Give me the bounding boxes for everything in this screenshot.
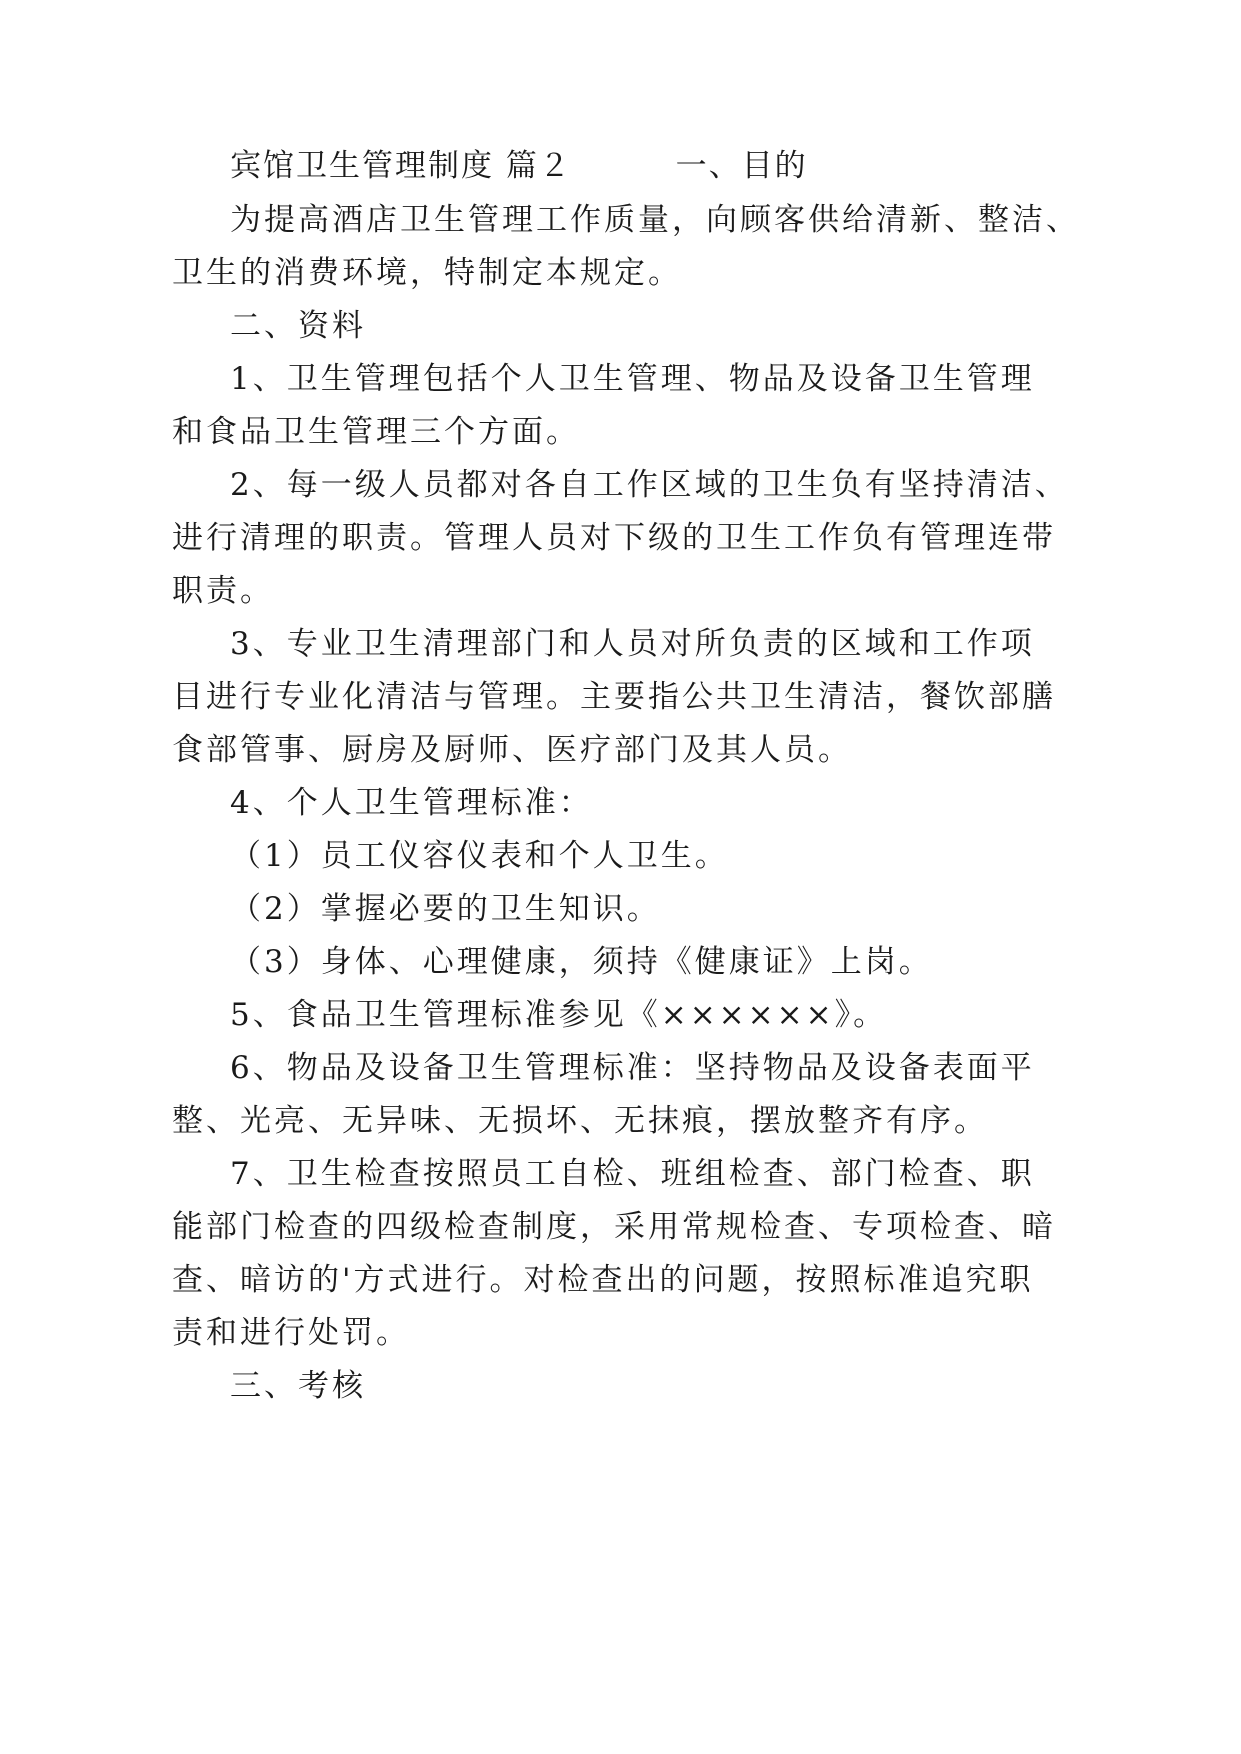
paragraph-line: 和食品卫生管理三个方面。 xyxy=(172,414,580,450)
paragraph-line: 5、食品卫生管理标准参见《××××××》。 xyxy=(230,997,888,1033)
paragraph-line: 3、专业卫生清理部门和人员对所负责的区域和工作项 xyxy=(230,626,1035,662)
paragraph-line: 责和进行处罚。 xyxy=(172,1315,410,1351)
paragraph-line: 能部门检查的四级检查制度，采用常规检查、专项检查、暗 xyxy=(172,1209,1056,1245)
paragraph-line: 1、卫生管理包括个人卫生管理、物品及设备卫生管理 xyxy=(230,361,1035,397)
list-item: （1）员工仪容仪表和个人卫生。 xyxy=(230,838,729,874)
paragraph-line: 6、物品及设备卫生管理标准：坚持物品及设备表面平 xyxy=(230,1050,1035,1086)
paragraph-line: 4、个人卫生管理标准： xyxy=(230,785,593,821)
section-heading-content: 二、资料 xyxy=(230,308,366,344)
section-heading-purpose: 一、目的 xyxy=(675,148,808,184)
document-title-line xyxy=(230,146,808,186)
paragraph-line: 目进行专业化清洁与管理。主要指公共卫生清洁，餐饮部膳 xyxy=(172,679,1056,715)
paragraph-line: 食部管事、厨房及厨师、医疗部门及其人员。 xyxy=(172,732,852,768)
paragraph-line: 2、每一级人员都对各自工作区域的卫生负有坚持清洁、 xyxy=(230,467,1069,503)
paragraph-line: 为提高酒店卫生管理工作质量，向顾客供给清新、整洁、 xyxy=(230,202,1080,238)
paragraph-line: 查、暗访的'方式进行。对检查出的问题，按照标准追究职 xyxy=(172,1262,1034,1298)
document-title-part: 篇２ xyxy=(505,148,572,184)
list-item: （3）身体、心理健康，须持《健康证》上岗。 xyxy=(230,944,933,980)
list-item: （2）掌握必要的卫生知识。 xyxy=(230,891,661,927)
paragraph-line: 卫生的消费环境，特制定本规定。 xyxy=(172,255,682,291)
paragraph-line: 进行清理的职责。管理人员对下级的卫生工作负有管理连带 xyxy=(172,520,1056,556)
document-title: 宾馆卫生管理制度 xyxy=(230,148,494,184)
paragraph-line: 整、光亮、无异味、无损坏、无抹痕，摆放整齐有序。 xyxy=(172,1103,988,1139)
paragraph-line: 职责。 xyxy=(172,573,274,609)
section-heading-assessment: 三、考核 xyxy=(230,1368,366,1404)
paragraph-line: 7、卫生检查按照员工自检、班组检查、部门检查、职 xyxy=(230,1156,1035,1192)
